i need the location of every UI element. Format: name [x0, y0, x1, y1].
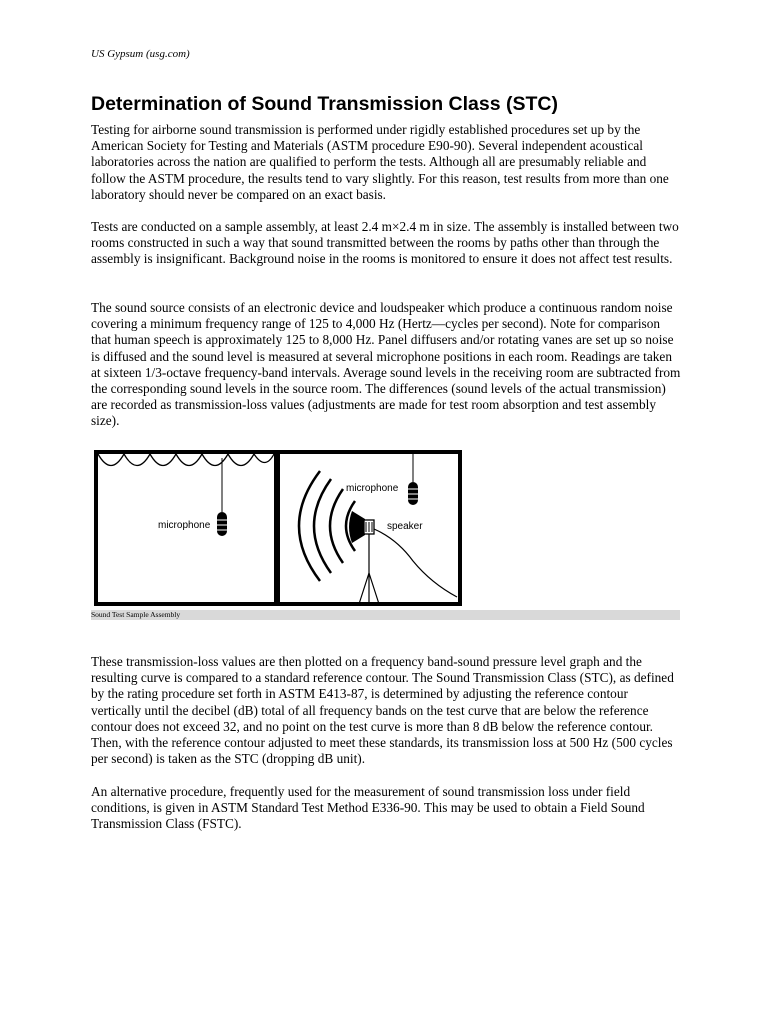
speaker-label: speaker — [387, 521, 423, 532]
paragraph-3: The sound source consists of an electronic device and loudspeaker which produce a continuous random noise covering a minimum frequency range of 125 to 4,000 Hz (Hertz—cycles per second). Note for comparison that human speech is approximately 125 to 8,000 Hz. Panel diffusers and/or rotating vanes are set up so noise is diffused and the sound level is measured at several microphone positions in each room. Readings are taken at sixteen 1/3-octave frequency-band intervals. Average sound levels in the receiving room are subtracted from the corresponding sound levels in the source room. The differences (sound levels of the actual transmission) are recorded as transmission-loss values (adjustments are made for test room absorption and test assembly size). — [91, 300, 681, 429]
paragraph-2: Tests are conducted on a sample assembly, at least 2.4 m×2.4 m in size. The assembly is installed between two rooms constructed in such a way that sound transmitted between the rooms by paths other than through the assembly is insignificant. Background noise in the rooms is monitored to ensure it does not affect test results. — [91, 219, 679, 267]
mic-left-icon — [217, 512, 227, 536]
mic-right-label: microphone — [346, 483, 399, 494]
figure-caption-bar — [91, 610, 680, 620]
sound-wave-4 — [299, 471, 320, 581]
sound-test-figure — [91, 449, 680, 621]
sound-test-diagram — [91, 449, 680, 611]
paragraph-1: Testing for airborne sound transmission is performed under rigidly established procedures set up by the American Society for Testing and Materials (ASTM procedure E90-90). Several independent acoustical laboratories across the nation are qualified to perform the tests. Although all are presumably reliable and follow the ASTM procedure, the results tend to vary slightly. For this reason, test results from more than one laboratory should never be compared on an exact basis. — [91, 122, 669, 202]
sound-wave-3 — [314, 479, 331, 573]
speaker-cable — [374, 529, 457, 597]
source-header: US Gypsum (usg.com) — [91, 48, 190, 60]
paragraph-5: An alternative procedure, frequently used for the measurement of sound transmission loss under field conditions, is given in ASTM Standard Test Method E336-90. This may be used to obtain a Field Sound Transmission Class (FSTC). — [91, 784, 645, 832]
page-title: Determination of Sound Transmission Class (STC) — [91, 93, 558, 115]
ceiling-diffusers-left — [98, 454, 274, 466]
sound-wave-2 — [330, 489, 343, 563]
figure-caption: Sound Test Sample Assembly — [91, 610, 181, 619]
speaker-cone — [349, 511, 365, 543]
mic-left-label: microphone — [158, 520, 211, 531]
paragraph-4: These transmission-loss values are then plotted on a frequency band-sound pressure level graph and the resulting curve is compared to a standard reference contour. The Sound Transmission Class (STC), as defined by the rating procedure set forth in ASTM E413-87, is determined by adjusting the reference contour vertically until the decibel (dB) total of all frequency bands on the test curve that are below the reference contour does not exceed 32, and no point on the test curve is more than 8 dB below the reference contour. Then, with the reference contour adjusted to meet these standards, its transmission loss at 500 Hz (500 cycles per second) is taken as the STC (dropping dB unit). — [91, 654, 674, 767]
